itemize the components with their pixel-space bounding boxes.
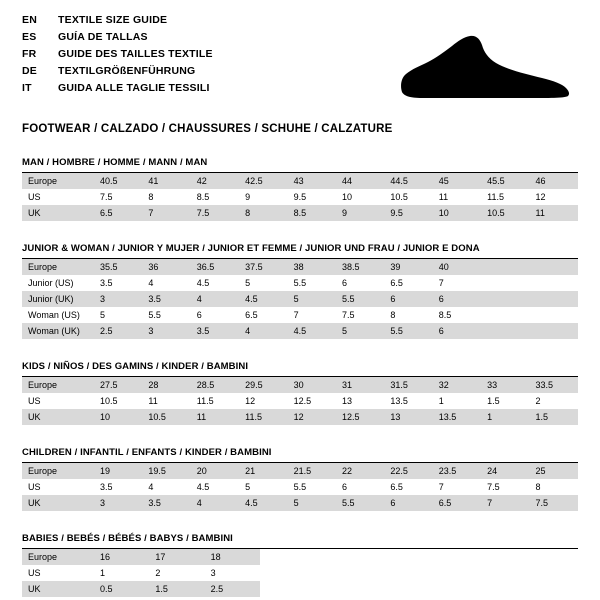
row-label: Europe	[22, 463, 94, 479]
size-cell: 6	[433, 291, 481, 307]
size-cell: 3.5	[142, 495, 190, 511]
size-cell: 37.5	[239, 259, 287, 275]
size-cell: 29.5	[239, 377, 287, 393]
size-cell	[481, 275, 529, 291]
size-cell: 1.5	[481, 393, 529, 409]
size-cell: 27.5	[94, 377, 142, 393]
size-cell: 8.5	[288, 205, 336, 221]
size-cell: 5	[94, 307, 142, 323]
size-cell	[530, 275, 578, 291]
row-label: Junior (UK)	[22, 291, 94, 307]
size-cell: 44	[336, 173, 384, 189]
size-cell: 12	[239, 393, 287, 409]
size-cell: 25	[530, 463, 578, 479]
table-row	[22, 189, 578, 205]
size-cell: 10.5	[94, 393, 142, 409]
size-cell: 9	[239, 189, 287, 205]
size-cell: 4	[142, 275, 190, 291]
row-label: Woman (US)	[22, 307, 94, 323]
size-cell: 6.5	[384, 479, 432, 495]
size-cell: 11	[191, 409, 239, 425]
size-cell: 45	[433, 173, 481, 189]
size-cell: 1	[481, 409, 529, 425]
size-cell: 16	[94, 549, 149, 565]
header	[22, 14, 578, 106]
language-code: ES	[22, 31, 37, 43]
size-cell: 5	[239, 479, 287, 495]
size-cell: 31	[336, 377, 384, 393]
size-cell: 8	[142, 189, 190, 205]
size-cell: 7	[433, 275, 481, 291]
size-cell: 10.5	[384, 189, 432, 205]
size-cell	[530, 259, 578, 275]
size-cell: 6	[384, 291, 432, 307]
size-cell: 7	[142, 205, 190, 221]
size-cell: 5.5	[288, 275, 336, 291]
row-label: US	[22, 393, 94, 409]
size-cell: 7.5	[336, 307, 384, 323]
row-label: Woman (UK)	[22, 323, 94, 339]
size-cell: 1	[433, 393, 481, 409]
size-cell: 44.5	[384, 173, 432, 189]
size-cell: 7	[481, 495, 529, 511]
size-cell: 3	[94, 291, 142, 307]
size-cell: 12	[288, 409, 336, 425]
size-cell: 3	[94, 495, 142, 511]
size-cell: 4	[191, 495, 239, 511]
size-cell: 43	[288, 173, 336, 189]
size-table	[22, 549, 260, 597]
table-row	[22, 393, 578, 409]
size-cell: 38.5	[336, 259, 384, 275]
size-cell: 9.5	[288, 189, 336, 205]
size-cell: 0.5	[94, 581, 149, 597]
size-cell: 36.5	[191, 259, 239, 275]
table-row	[22, 291, 578, 307]
size-cell: 3	[205, 565, 260, 581]
language-code: IT	[22, 82, 32, 94]
size-cell: 5.5	[336, 291, 384, 307]
size-cell: 4	[239, 323, 287, 339]
size-cell: 9	[336, 205, 384, 221]
size-block-title: MAN / HOMBRE / HOMME / MANN / MAN	[22, 157, 578, 173]
language-title: GUIDE DES TAILLES TEXTILE	[58, 48, 213, 60]
size-cell: 21	[239, 463, 287, 479]
size-cell	[530, 307, 578, 323]
size-cell: 6	[336, 275, 384, 291]
size-cell: 5.5	[288, 479, 336, 495]
size-cell	[481, 259, 529, 275]
size-cell: 5	[239, 275, 287, 291]
size-cell: 6	[336, 479, 384, 495]
size-cell: 3	[142, 323, 190, 339]
size-cell: 7.5	[191, 205, 239, 221]
table-row	[22, 275, 578, 291]
size-block	[22, 533, 578, 597]
size-cell: 4.5	[191, 479, 239, 495]
table-row	[22, 323, 578, 339]
size-table	[22, 377, 578, 425]
size-block-title: KIDS / NIÑOS / DES GAMINS / KINDER / BAMBINI	[22, 361, 578, 377]
size-cell: 7.5	[530, 495, 578, 511]
size-cell: 24	[481, 463, 529, 479]
language-code: EN	[22, 14, 37, 26]
size-cell: 30	[288, 377, 336, 393]
size-cell: 7.5	[94, 189, 142, 205]
size-cell	[481, 323, 529, 339]
table-row	[22, 409, 578, 425]
size-cell: 42	[191, 173, 239, 189]
language-row	[22, 14, 578, 31]
size-cell: 11.5	[191, 393, 239, 409]
size-cell: 45.5	[481, 173, 529, 189]
row-label: Junior (US)	[22, 275, 94, 291]
table-row	[22, 565, 260, 581]
size-cell: 3.5	[94, 479, 142, 495]
size-cell: 10	[94, 409, 142, 425]
language-title: GUÍA DE TALLAS	[58, 31, 148, 43]
size-cell: 40	[433, 259, 481, 275]
size-cell: 8.5	[191, 189, 239, 205]
size-cell: 4	[191, 291, 239, 307]
size-cell: 40.5	[94, 173, 142, 189]
size-block	[22, 157, 578, 221]
size-cell: 2.5	[205, 581, 260, 597]
size-cell: 10.5	[142, 409, 190, 425]
size-cell: 5	[288, 495, 336, 511]
size-cell: 11	[433, 189, 481, 205]
size-cell: 4.5	[239, 495, 287, 511]
row-label: Europe	[22, 173, 94, 189]
size-cell: 13.5	[433, 409, 481, 425]
size-cell: 8	[239, 205, 287, 221]
language-title: GUIDA ALLE TAGLIE TESSILI	[58, 82, 210, 94]
size-block-title: BABIES / BEBÉS / BÉBÉS / BABYS / BAMBINI	[22, 533, 578, 549]
size-cell: 2	[530, 393, 578, 409]
size-cell: 23.5	[433, 463, 481, 479]
row-label: US	[22, 189, 94, 205]
language-code: FR	[22, 48, 37, 60]
language-title: TEXTILGRÖßENFÜHRUNG	[58, 65, 196, 77]
size-cell: 1.5	[149, 581, 204, 597]
size-cell: 7	[288, 307, 336, 323]
size-table	[22, 463, 578, 511]
size-block	[22, 447, 578, 511]
size-cell: 10	[433, 205, 481, 221]
size-cell: 42.5	[239, 173, 287, 189]
row-label: US	[22, 479, 94, 495]
size-cell: 7	[433, 479, 481, 495]
size-cell: 39	[384, 259, 432, 275]
size-cell: 38	[288, 259, 336, 275]
size-cell: 28	[142, 377, 190, 393]
size-cell: 19.5	[142, 463, 190, 479]
row-label: Europe	[22, 377, 94, 393]
table-row	[22, 463, 578, 479]
table-row	[22, 479, 578, 495]
size-cell: 8	[384, 307, 432, 323]
size-cell: 6	[191, 307, 239, 323]
size-cell: 4	[142, 479, 190, 495]
size-cell: 33	[481, 377, 529, 393]
table-row	[22, 205, 578, 221]
size-cell: 11.5	[239, 409, 287, 425]
size-cell: 4.5	[191, 275, 239, 291]
language-title: TEXTILE SIZE GUIDE	[58, 14, 168, 26]
row-label: UK	[22, 495, 94, 511]
size-cell: 10	[336, 189, 384, 205]
size-cell: 5.5	[384, 323, 432, 339]
size-cell: 6.5	[94, 205, 142, 221]
size-cell: 8.5	[433, 307, 481, 323]
row-label: UK	[22, 409, 94, 425]
table-row	[22, 581, 260, 597]
size-table	[22, 173, 578, 221]
size-cell: 13	[384, 409, 432, 425]
size-cell: 11.5	[481, 189, 529, 205]
table-row	[22, 377, 578, 393]
size-cell: 11	[530, 205, 578, 221]
size-cell: 6.5	[433, 495, 481, 511]
size-cell: 7.5	[481, 479, 529, 495]
size-table	[22, 259, 578, 339]
size-cell: 8	[530, 479, 578, 495]
size-cell: 20	[191, 463, 239, 479]
size-cell: 35.5	[94, 259, 142, 275]
size-cell: 5	[336, 323, 384, 339]
size-block	[22, 243, 578, 339]
size-cell: 18	[205, 549, 260, 565]
size-cell: 4.5	[288, 323, 336, 339]
size-cell: 21.5	[288, 463, 336, 479]
language-code: DE	[22, 65, 37, 77]
size-cell: 1.5	[530, 409, 578, 425]
size-tables-container	[22, 157, 578, 597]
page-title: FOOTWEAR / CALZADO / CHAUSSURES / SCHUHE / CALZATURE	[22, 123, 393, 135]
size-cell: 5.5	[142, 307, 190, 323]
size-cell: 5	[288, 291, 336, 307]
row-label: UK	[22, 581, 94, 597]
size-cell: 41	[142, 173, 190, 189]
size-block	[22, 361, 578, 425]
size-cell: 9.5	[384, 205, 432, 221]
size-block-title: JUNIOR & WOMAN / JUNIOR Y MUJER / JUNIOR ET FEMME / JUNIOR UND FRAU / JUNIOR E DONA	[22, 243, 578, 259]
row-label: US	[22, 565, 94, 581]
size-cell	[530, 291, 578, 307]
table-row	[22, 173, 578, 189]
size-cell: 6	[384, 495, 432, 511]
table-row	[22, 549, 260, 565]
size-cell: 5.5	[336, 495, 384, 511]
table-row	[22, 259, 578, 275]
size-cell: 6.5	[239, 307, 287, 323]
size-cell: 3.5	[142, 291, 190, 307]
size-cell: 4.5	[239, 291, 287, 307]
size-cell: 28.5	[191, 377, 239, 393]
dress-shoe-icon	[392, 34, 572, 106]
size-cell: 2	[149, 565, 204, 581]
size-cell: 33.5	[530, 377, 578, 393]
row-label: Europe	[22, 259, 94, 275]
size-cell: 12.5	[336, 409, 384, 425]
size-cell: 12.5	[288, 393, 336, 409]
size-cell	[481, 291, 529, 307]
size-cell: 6.5	[384, 275, 432, 291]
size-cell: 12	[530, 189, 578, 205]
size-cell: 36	[142, 259, 190, 275]
size-cell: 32	[433, 377, 481, 393]
size-cell: 3.5	[94, 275, 142, 291]
size-block-title: CHILDREN / INFANTIL / ENFANTS / KINDER / BAMBINI	[22, 447, 578, 463]
size-cell	[481, 307, 529, 323]
size-cell: 22	[336, 463, 384, 479]
size-cell: 17	[149, 549, 204, 565]
size-cell	[530, 323, 578, 339]
size-cell: 22.5	[384, 463, 432, 479]
size-cell: 2.5	[94, 323, 142, 339]
table-row	[22, 495, 578, 511]
size-cell: 6	[433, 323, 481, 339]
size-cell: 46	[530, 173, 578, 189]
size-cell: 13.5	[384, 393, 432, 409]
size-cell: 31.5	[384, 377, 432, 393]
size-cell: 1	[94, 565, 149, 581]
size-cell: 13	[336, 393, 384, 409]
size-cell: 11	[142, 393, 190, 409]
row-label: UK	[22, 205, 94, 221]
size-cell: 3.5	[191, 323, 239, 339]
size-cell: 10.5	[481, 205, 529, 221]
row-label: Europe	[22, 549, 94, 565]
size-cell: 19	[94, 463, 142, 479]
table-row	[22, 307, 578, 323]
